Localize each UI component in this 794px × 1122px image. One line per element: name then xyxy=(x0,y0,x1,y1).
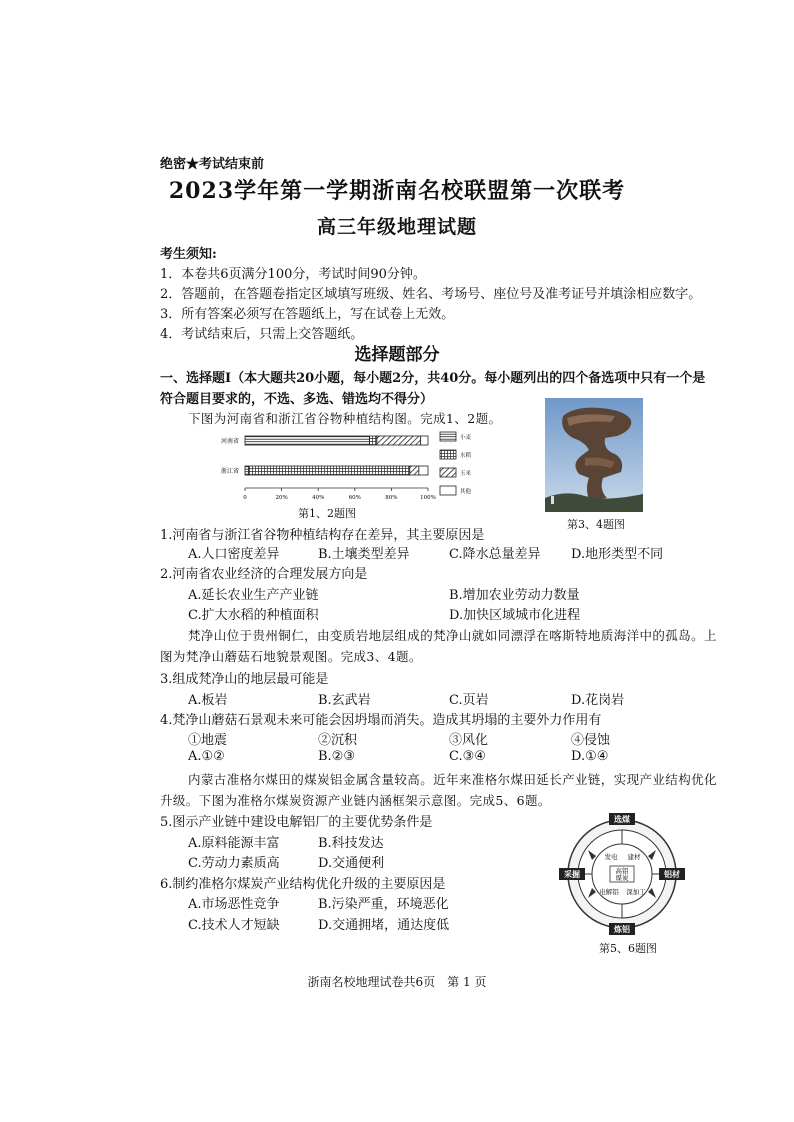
chart-bar-segment xyxy=(249,466,410,475)
q5-option-b: B.科技发达 xyxy=(318,836,384,851)
chart-category-label: 浙江省 xyxy=(220,468,239,475)
diagram-inner-electrolysis: 电解铝 xyxy=(599,888,619,896)
intro-q5-6-line1: 内蒙古准格尔煤田的煤炭铝金属含量较高。近年来准格尔煤田延长产业链，实现产业结构优化 xyxy=(188,772,717,787)
q6-option-b: B.污染严重，环境恶化 xyxy=(318,897,449,912)
chart-category-label: 河南省 xyxy=(220,438,239,445)
notice-item: 2．答题前，在答题卷指定区域填写班级、姓名、考场号、座位号及准考证号并填涂相应数字。 xyxy=(160,287,702,302)
chart-x-tick-label: 20% xyxy=(275,495,288,501)
chart-x-tick-label: 60% xyxy=(348,495,361,501)
q4-choice-1: ①地震 xyxy=(188,733,228,748)
diagram-inner-power: 发电 xyxy=(604,853,618,861)
chart-legend-swatch xyxy=(440,450,456,459)
intro-q3-4-line1: 梵净山位于贵州铜仁，由变质岩地层组成的梵净山就如同漂浮在喀斯特地质海洋中的孤岛。上 xyxy=(188,628,717,643)
intro-q5-6-line2: 升级。下图为准格尔煤炭资源产业链内涵框架示意图。完成5、6题。 xyxy=(160,793,551,808)
q2-option-b: B.增加农业劳动力数量 xyxy=(449,588,580,603)
q3-option-a: A.板岩 xyxy=(188,693,228,708)
diagram-inner-processing: 深加工 xyxy=(626,888,646,896)
exam-title: 2023学年第一学期浙南名校联盟第一次联考 xyxy=(168,178,626,204)
diagram-caption: 第5、6题图 xyxy=(599,942,657,955)
exam-subtitle: 高三年级地理试题 xyxy=(316,216,477,238)
chart-bar-segment xyxy=(245,466,249,475)
notice-item: 4．考试结束后，只需上交答题纸。 xyxy=(160,327,364,342)
q2-option-a: A.延长农业生产产业链 xyxy=(188,588,319,603)
q5-option-d: D.交通便利 xyxy=(318,856,385,871)
section-title: 选择题部分 xyxy=(354,345,440,365)
notice-heading: 考生须知: xyxy=(160,247,217,262)
chart-legend-label: 小麦 xyxy=(460,435,472,441)
q4-option-b: B.②③ xyxy=(318,749,355,764)
intro-q3-4-line2: 图为梵净山蘑菇石地貌景观图。完成3、4题。 xyxy=(160,649,422,664)
intro-q1-2: 下图为河南省和浙江省谷物种植结构图。完成1、2题。 xyxy=(188,411,502,426)
chart-x-tick-label: 100% xyxy=(420,495,436,501)
chart-bar-segment xyxy=(410,466,419,475)
q4-option-d: D.①④ xyxy=(571,749,609,764)
q4-choice-3: ③风化 xyxy=(449,733,489,748)
chart-legend-label: 水稻 xyxy=(460,453,472,459)
q4-option-a: A.①② xyxy=(188,749,225,764)
page-footer: 浙南名校地理试卷共6页 第 1 页 xyxy=(307,975,487,989)
question-4-stem: 4.梵净山蘑菇石景观未来可能会因坍塌而消失。造成其坍塌的主要外力作用有 xyxy=(160,713,602,728)
q5-option-c: C.劳动力素质高 xyxy=(188,856,280,871)
q3-option-d: D.花岗岩 xyxy=(571,693,625,708)
notice-item: 3．所有答案必须写在答题纸上，写在试卷上无效。 xyxy=(160,307,455,322)
q6-option-a: A.市场恶性竞争 xyxy=(188,897,280,912)
chart-legend-swatch xyxy=(440,468,456,477)
q4-choice-2: ②沉积 xyxy=(318,733,358,748)
chart-legend-label: 玉米 xyxy=(460,471,472,477)
question-5-stem: 5.图示产业链中建设电解铝厂的主要优势条件是 xyxy=(160,815,433,830)
photo-caption: 第3、4题图 xyxy=(567,518,625,531)
part-heading-line2: 符合题目要求的，不选、多选、错选均不得分） xyxy=(160,392,434,407)
q1-option-d: D.地形类型不同 xyxy=(571,547,664,562)
q4-choice-4: ④侵蚀 xyxy=(571,733,611,748)
chart-bar-segment xyxy=(369,436,376,445)
chart-x-tick-label: 80% xyxy=(385,495,398,501)
question-2-stem: 2.河南省农业经济的合理发展方向是 xyxy=(160,567,368,582)
q1-option-c: C.降水总量差异 xyxy=(449,547,541,562)
chart-x-tick-label: 0 xyxy=(243,495,247,501)
q4-option-c: C.③④ xyxy=(449,749,486,764)
confidential-mark: 绝密★考试结束前 xyxy=(160,157,265,172)
chart-legend-label: 其他 xyxy=(460,489,472,495)
chart-x-tick-label: 40% xyxy=(312,495,325,501)
diagram-outer-left: 采掘 xyxy=(564,869,580,879)
chart-bar-segment xyxy=(377,436,421,445)
notice-item: 1．本卷共6页满分100分，考试时间90分钟。 xyxy=(160,267,426,282)
diagram-outer-right: 铝材 xyxy=(664,869,680,879)
industry-chain-diagram xyxy=(558,812,686,936)
chart-legend-swatch xyxy=(440,486,456,495)
q1-option-a: A.人口密度差异 xyxy=(188,547,280,562)
chart-caption: 第1、2题图 xyxy=(298,507,356,520)
q2-option-d: D.加快区域城市化进程 xyxy=(449,608,581,623)
q6-option-c: C.技术人才短缺 xyxy=(188,918,280,933)
q6-option-d: D.交通拥堵，通达度低 xyxy=(318,918,450,933)
chart-legend-swatch xyxy=(440,432,456,441)
q3-option-b: B.玄武岩 xyxy=(318,693,371,708)
question-1-stem: 1.河南省与浙江省谷物种植结构存在差异，其主要原因是 xyxy=(160,528,485,543)
mushroom-rock-photo xyxy=(545,398,643,512)
part-heading-line1: 一、选择题Ⅰ（本大题共20小题，每小题2分，共40分。每小题列出的四个备选项中只有一个是 xyxy=(160,371,706,386)
q3-option-c: C.页岩 xyxy=(449,693,489,708)
chart-bar-segment xyxy=(421,436,428,445)
diagram-center-line1: 高铝 xyxy=(615,867,629,875)
diagram-outer-top: 选煤 xyxy=(614,814,630,824)
diagram-center-line2: 煤炭 xyxy=(615,874,629,882)
question-3-stem: 3.组成梵净山的地层最可能是 xyxy=(160,672,329,687)
diagram-outer-bottom: 炼铝 xyxy=(614,924,630,934)
chart-bar-segment xyxy=(419,466,428,475)
chart-bar-segment xyxy=(245,436,369,445)
q5-option-a: A.原料能源丰富 xyxy=(188,836,280,851)
diagram-inner-building: 建材 xyxy=(627,853,641,861)
question-6-stem: 6.制约准格尔煤炭产业结构优化升级的主要原因是 xyxy=(160,877,446,892)
q1-option-b: B.土壤类型差异 xyxy=(318,547,410,562)
q2-option-c: C.扩大水稻的种植面积 xyxy=(188,608,319,623)
